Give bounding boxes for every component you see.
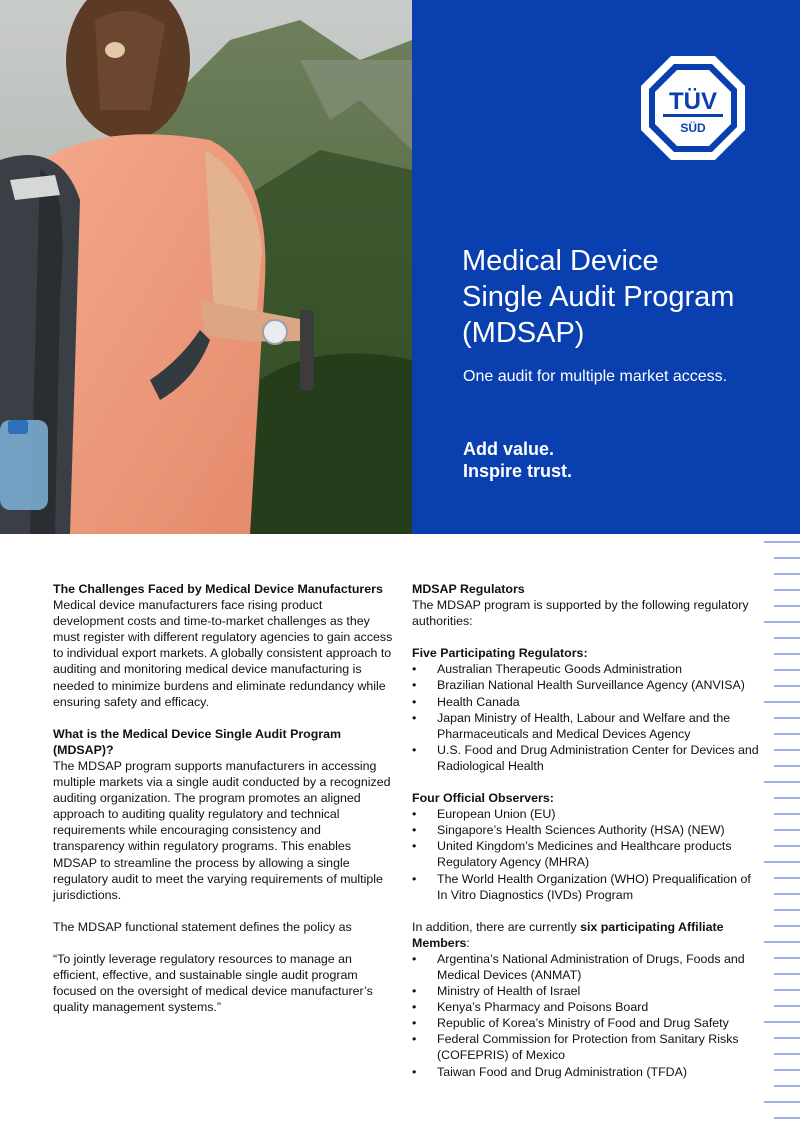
list-item: • European Union (EU) <box>412 806 760 822</box>
left-column <box>53 581 393 1015</box>
challenges-heading: The Challenges Faced by Medical Device Manufacturers <box>53 582 383 596</box>
logo-text-bottom: SÜD <box>680 121 706 135</box>
decorative-ruler <box>760 540 800 1130</box>
tagline <box>463 438 572 482</box>
hero-banner <box>0 0 800 534</box>
list-item: • Ministry of Health of Israel <box>412 983 760 999</box>
statement-intro: The MDSAP functional statement defines the policy as <box>53 919 352 934</box>
challenges-body: Medical device manufacturers face rising product development costs and time-to-market challenges as they must register with different regulatory agencies to gain access to individual export markets. A globally consistent approach to auditing and monitoring medical device manufacturing is needed to minimize burdens and eliminate redundancy while ensuring safety and efficacy. <box>53 598 393 709</box>
right-column <box>412 581 760 1080</box>
list-item: • U.S. Food and Drug Administration Center for Devices and Radiological Health <box>412 742 760 774</box>
list-item: • Kenya’s Pharmacy and Poisons Board <box>412 999 760 1015</box>
hero-photo <box>0 0 412 534</box>
participating-list <box>412 661 760 774</box>
affiliate-intro <box>412 919 760 951</box>
affiliate-suffix: : <box>466 935 470 950</box>
functional-statement-quote: “To jointly leverage regulatory resources to manage an efficient, effective, and sustainable single audit program focused on the oversight of medical device manufacturer’s quality management systems.” <box>53 951 373 1015</box>
affiliate-prefix: In addition, there are currently <box>412 919 581 934</box>
affiliates-list <box>412 951 760 1080</box>
tagline-line: Inspire trust. <box>463 461 573 481</box>
tagline-line: Add value. <box>463 439 555 459</box>
affiliate-bold: six participating Affiliate Members <box>412 919 724 950</box>
observers-heading: Four Official Observers: <box>412 791 554 806</box>
list-item: • Republic of Korea’s Ministry of Food and Drug Safety <box>412 1015 760 1031</box>
hiker-photo-illustration <box>0 0 412 534</box>
list-item: • Singapore’s Health Sciences Authority (HSA) (NEW) <box>412 822 760 838</box>
title-line: Medical Device <box>462 245 659 277</box>
what-heading: What is the Medical Device Single Audit Program (MDSAP)? <box>53 726 342 757</box>
list-item: • Brazilian National Health Surveillance Agency (ANVISA) <box>412 677 760 693</box>
page-title <box>462 243 782 351</box>
subtitle: One audit for multiple market access. <box>463 368 728 385</box>
list-item: • The World Health Organization (WHO) Prequalification of In Vitro Diagnostics (IVDs) Program <box>412 871 760 903</box>
list-item: • Federal Commission for Protection from Sanitary Risks (COFEPRIS) of Mexico <box>412 1031 760 1063</box>
participating-heading: Five Participating Regulators: <box>412 646 588 661</box>
logo-text-top: TÜV <box>669 88 717 115</box>
what-body: The MDSAP program supports manufacturers in accessing multiple markets via a single audit conducted by a recognized auditing organization. The program promotes an aligned approach to auditing quality regulatory and technical requirements while encouraging consistency and transparency within regulatory programs. This enables MDSAP to streamline the process by allowing a single regulatory audit to meet the varying requirements of multiple jurisdictions. <box>53 758 391 902</box>
list-item: • Taiwan Food and Drug Administration (TFDA) <box>412 1064 760 1080</box>
list-item: • Japan Ministry of Health, Labour and Welfare and the Pharmaceuticals and Medical Devices Agency <box>412 710 760 742</box>
list-item: • Argentina’s National Administration of Drugs, Foods and Medical Devices (ANMAT) <box>412 951 760 983</box>
observers-list <box>412 806 760 903</box>
list-item: • United Kingdom’s Medicines and Healthcare products Regulatory Agency (MHRA) <box>412 838 760 870</box>
title-line: (MDSAP) <box>462 317 585 349</box>
list-item: • Australian Therapeutic Goods Administration <box>412 661 760 677</box>
title-line: Single Audit Program <box>462 281 735 313</box>
list-item: • Health Canada <box>412 694 760 710</box>
regulators-heading: MDSAP Regulators <box>412 582 525 596</box>
regulators-intro: The MDSAP program is supported by the following regulatory authorities: <box>412 598 749 629</box>
tuv-sud-logo <box>641 56 745 160</box>
